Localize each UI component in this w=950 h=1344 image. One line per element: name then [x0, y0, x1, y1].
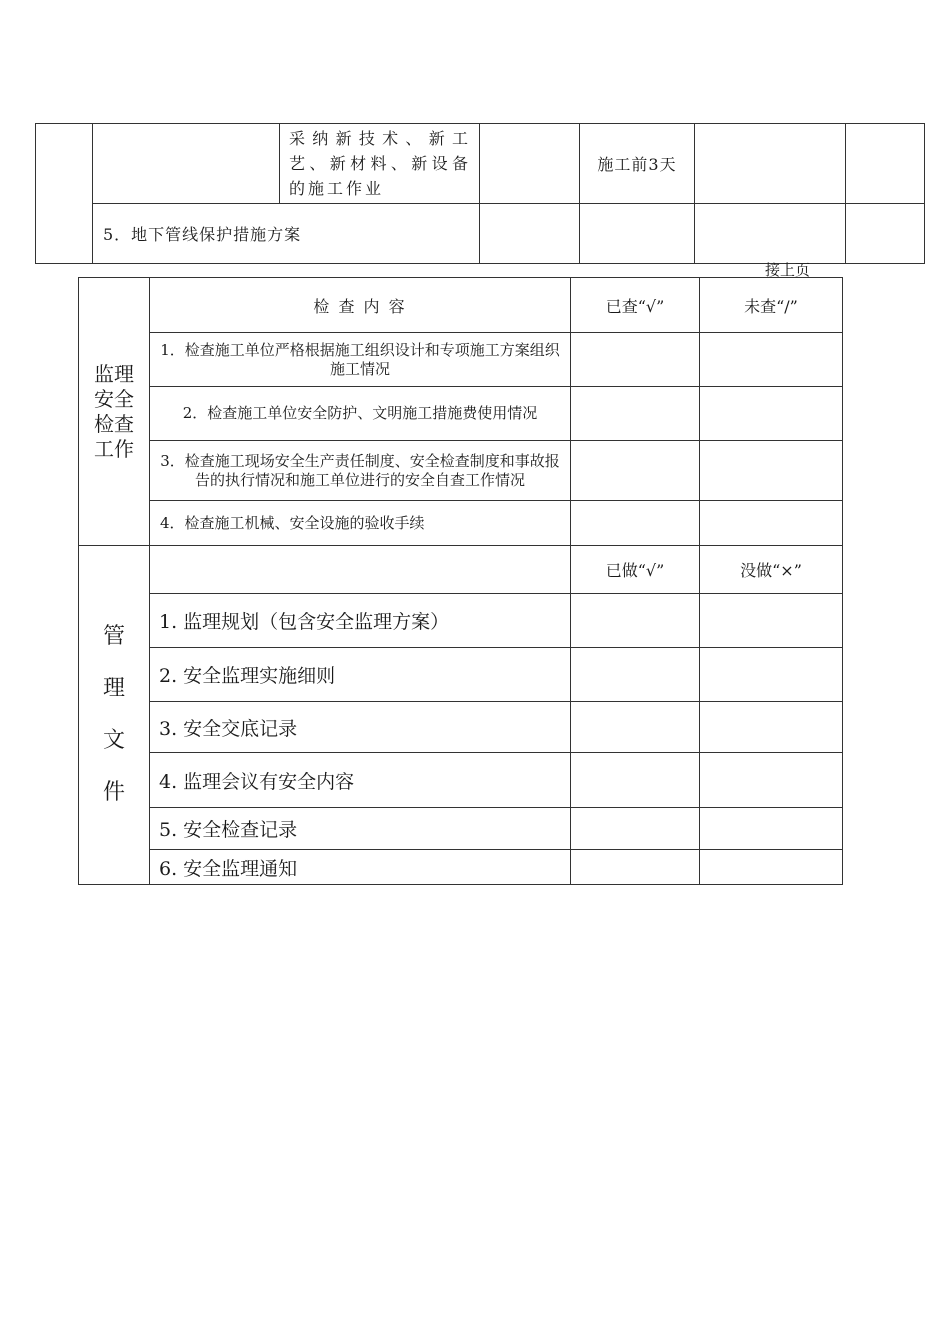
empty-cell	[480, 204, 580, 264]
table-row	[79, 387, 843, 441]
empty-cell	[150, 546, 571, 594]
doc-item: 3. 安全交底记录	[150, 702, 571, 753]
continue-note: 接上页	[765, 261, 811, 279]
check-item: 1．检查施工单位严格根据施工组织设计和专项施工方案组织施工情况	[150, 333, 571, 387]
done-cell[interactable]	[571, 808, 700, 850]
tech-content-cell: 采纳新技术、新工艺、新材料、新设备的施工作业	[280, 124, 480, 204]
doc-section-title	[79, 546, 150, 885]
doc-item: 4. 监理会议有安全内容	[150, 753, 571, 808]
table-row	[79, 501, 843, 546]
not-done-cell[interactable]	[700, 753, 843, 808]
done-cell[interactable]	[571, 702, 700, 753]
done-header: 已做“√”	[571, 546, 700, 594]
checked-header: 已查“√”	[571, 278, 700, 333]
doc-item: 5. 安全检查记录	[150, 808, 571, 850]
check-content-header: 检 查 内 容	[150, 278, 571, 333]
empty-cell	[846, 124, 925, 204]
unchecked-cell[interactable]	[700, 501, 843, 546]
unchecked-cell[interactable]	[700, 333, 843, 387]
table-row	[79, 441, 843, 501]
doc-section-title-char: 文	[102, 728, 125, 753]
not-done-cell[interactable]	[700, 850, 843, 885]
table-row	[79, 648, 843, 702]
check-section-title-text: 监理安全检查工作	[94, 361, 134, 461]
table-row	[79, 808, 843, 850]
check-section-title	[79, 278, 150, 546]
doc-section-title-char: 理	[102, 676, 125, 701]
done-cell[interactable]	[571, 850, 700, 885]
empty-cell	[695, 124, 846, 204]
checked-cell[interactable]	[571, 501, 700, 546]
continued-table	[35, 123, 925, 264]
doc-item: 6. 安全监理通知	[150, 850, 571, 885]
doc-item: 1. 监理规划（包含安全监理方案）	[150, 594, 571, 648]
check-item: 4．检查施工机械、安全设施的验收手续	[150, 501, 571, 546]
checked-cell[interactable]	[571, 441, 700, 501]
check-item: 2．检查施工单位安全防护、文明施工措施费使用情况	[150, 387, 571, 441]
empty-cell	[695, 204, 846, 264]
checked-cell[interactable]	[571, 387, 700, 441]
empty-cell	[480, 124, 580, 204]
doc-section-title-char: 件	[102, 780, 125, 805]
not-done-cell[interactable]	[700, 648, 843, 702]
empty-cell	[580, 204, 695, 264]
not-done-cell[interactable]	[700, 808, 843, 850]
not-done-header: 没做“×”	[700, 546, 843, 594]
empty-cell	[36, 124, 93, 264]
table-row	[79, 333, 843, 387]
not-done-cell[interactable]	[700, 702, 843, 753]
table-row	[36, 204, 925, 264]
table-row	[79, 753, 843, 808]
table-header-row	[79, 546, 843, 594]
table-row	[79, 594, 843, 648]
checked-cell[interactable]	[571, 333, 700, 387]
not-done-cell[interactable]	[700, 594, 843, 648]
doc-item: 2. 安全监理实施细则	[150, 648, 571, 702]
table-row	[79, 702, 843, 753]
done-cell[interactable]	[571, 753, 700, 808]
doc-section-title-char: 管	[102, 624, 125, 649]
unchecked-header: 未查“/”	[700, 278, 843, 333]
unchecked-cell[interactable]	[700, 387, 843, 441]
check-item: 3．检查施工现场安全生产责任制度、安全检查制度和事故报告的执行情况和施工单位进行的安全自查工作情况	[150, 441, 571, 501]
empty-cell	[846, 204, 925, 264]
table-header-row	[79, 278, 843, 333]
table-row	[36, 124, 925, 204]
done-cell[interactable]	[571, 594, 700, 648]
timing-cell: 施工前3天	[580, 124, 695, 204]
table-row	[79, 850, 843, 885]
empty-cell	[93, 124, 280, 204]
supervision-table	[78, 277, 843, 885]
pipeline-protection-cell: 5．地下管线保护措施方案	[93, 204, 480, 264]
unchecked-cell[interactable]	[700, 441, 843, 501]
done-cell[interactable]	[571, 648, 700, 702]
